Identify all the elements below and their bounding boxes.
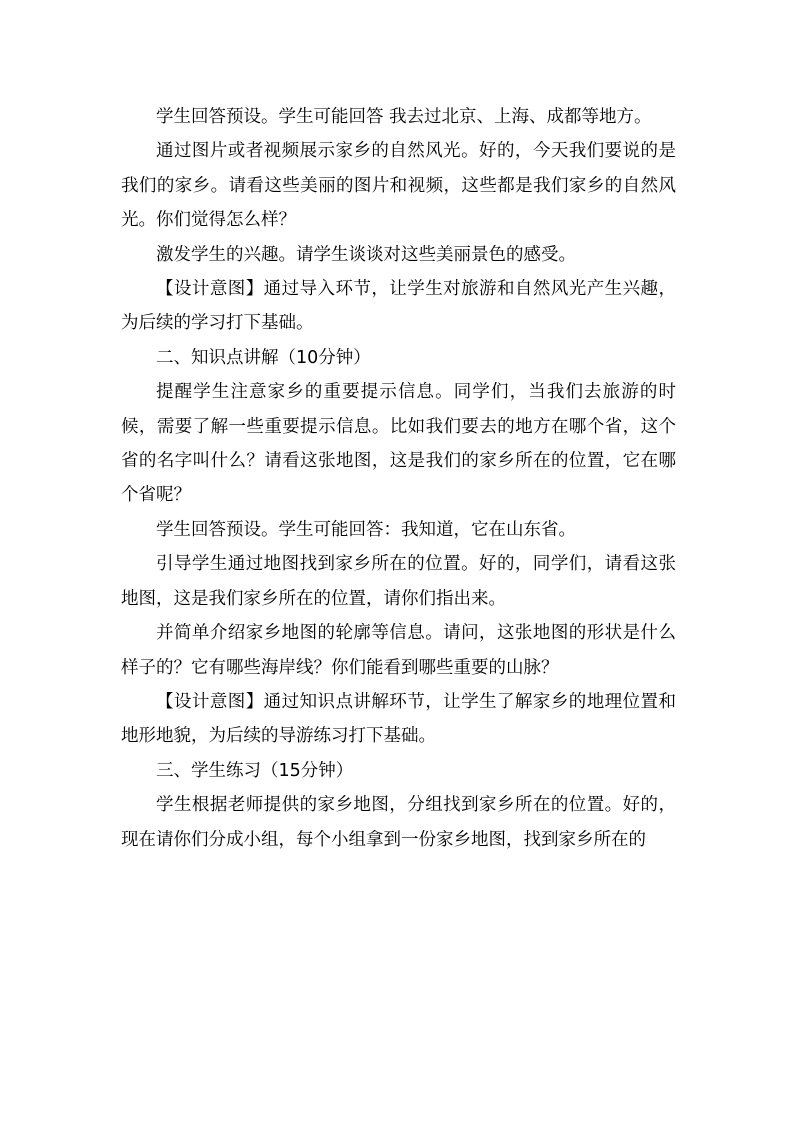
paragraph-guide-map: 引导学生通过地图找到家乡所在的位置。好的，同学们，请看这张地图，这是我们家乡所在的位置，请你们指出来。 [121, 554, 676, 609]
section-heading-practice: 三、学生练习（15分钟） [156, 760, 354, 781]
paragraph-show-scenery: 通过图片或者视频展示家乡的自然风光。好的，今天我们要说的是我们的家乡。请看这些美丽的图片和视频，这些都是我们家乡的自然风光。你们觉得怎么样？ [121, 141, 676, 231]
document-body [121, 100, 676, 857]
paragraph-important-info: 提醒学生注意家乡的重要提示信息。同学们，当我们去旅游的时候，需要了解一些重要提示信息。比如我们要去的地方在哪个省，这个省的名字叫什么？请看这张地图，这是我们的家乡所在的位置，它在哪个省呢？ [121, 382, 676, 506]
paragraph-design-intent-1: 【设计意图】通过导入环节，让学生对旅游和自然风光产生兴趣，为后续的学习打下基础。 [121, 279, 676, 334]
paragraph-design-intent-2: 【设计意图】通过知识点讲解环节，让学生了解家乡的地理位置和地形地貌，为后续的导游练习打下基础。 [121, 691, 676, 747]
paragraph-stimulate-interest: 激发学生的兴趣。请学生谈谈对这些美丽景色的感受。 [156, 244, 576, 265]
paragraph-student-answer-2: 学生回答预设。学生可能回答：我知道，它在山东省。 [156, 519, 576, 540]
paragraph-student-answer-1: 学生回答预设。学生可能回答 我去过北京、上海、成都等地方。 [156, 107, 652, 127]
paragraph-map-outline: 并简单介绍家乡地图的轮廓等信息。请问，这张地图的形状是什么样子的？它有哪些海岸线？你们能看到哪些重要的山脉？ [121, 623, 676, 678]
section-heading-knowledge: 二、知识点讲解（10分钟） [156, 347, 371, 368]
paragraph-group-practice: 学生根据老师提供的家乡地图，分组找到家乡所在的位置。好的，现在请你们分成小组，每个小组拿到一份家乡地图，找到家乡所在的 [121, 795, 676, 850]
